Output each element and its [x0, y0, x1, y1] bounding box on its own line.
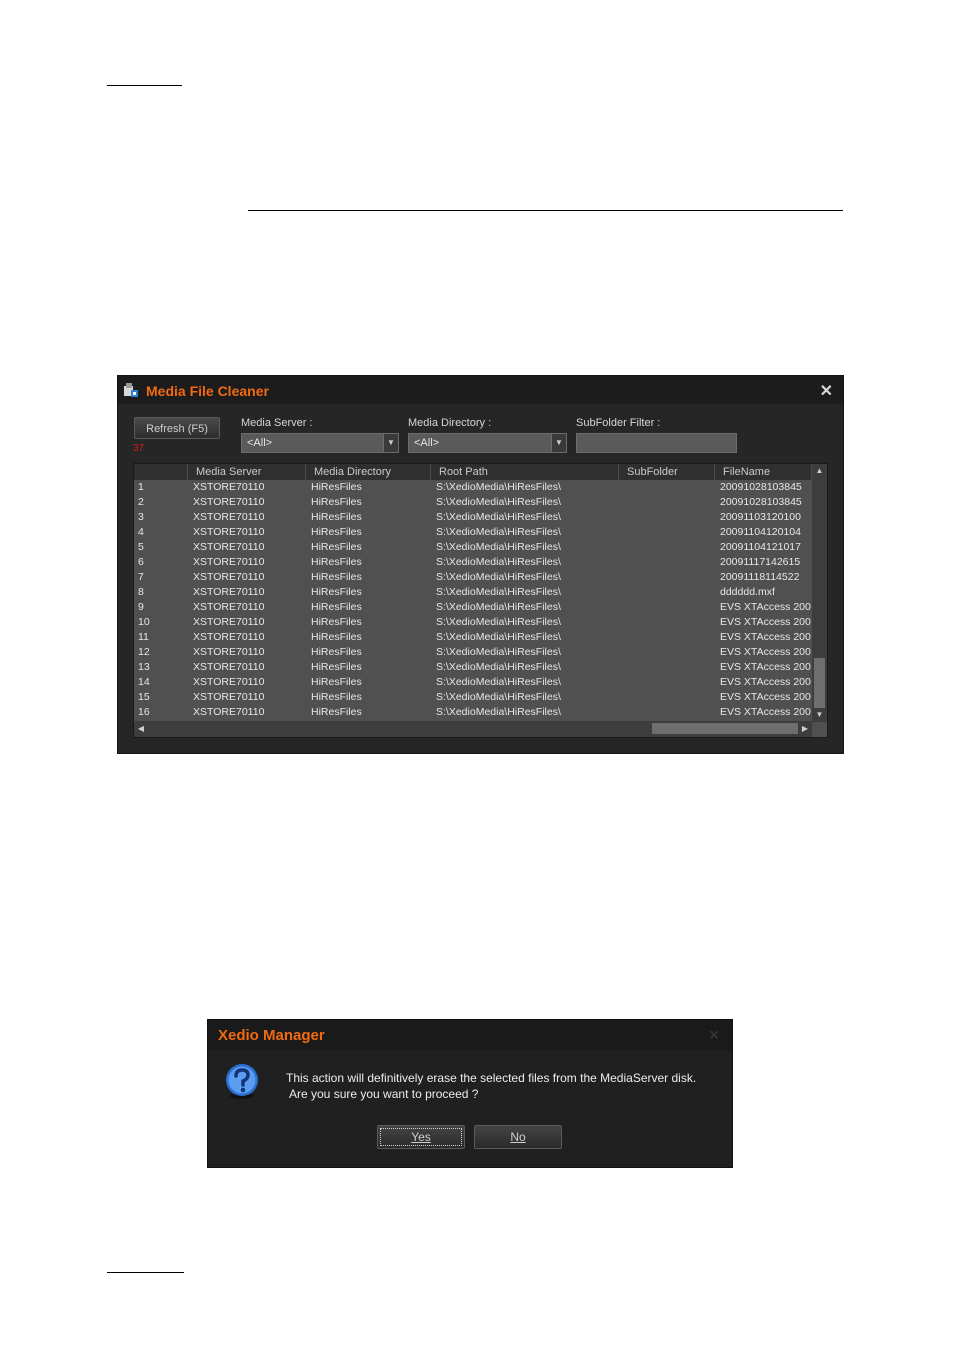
table-cell: S:\XedioMedia\HiResFiles\	[436, 511, 561, 523]
table-cell: 14	[138, 676, 150, 688]
table-cell: 20091104121017	[720, 541, 801, 553]
table-cell: S:\XedioMedia\HiResFiles\	[436, 631, 561, 643]
footer-rule	[107, 1272, 184, 1273]
confirm-dialog	[207, 1019, 733, 1168]
vertical-scrollbar[interactable]	[812, 464, 827, 722]
media-directory-value: <All>	[414, 437, 440, 449]
table-cell: 20091117142615	[720, 556, 801, 568]
refresh-button[interactable]: Refresh (F5)	[134, 417, 220, 439]
dialog-message-line-1: This action will definitively erase the selected files from the MediaServer disk.	[286, 1071, 697, 1085]
table-cell: XSTORE70110	[193, 646, 265, 658]
dialog-title-bar	[208, 1020, 732, 1050]
table-cell: S:\XedioMedia\HiResFiles\	[436, 601, 561, 613]
media-directory-label: Media Directory :	[408, 417, 492, 429]
table-cell: S:\XedioMedia\HiResFiles\	[436, 556, 561, 568]
dropdown-arrow-icon[interactable]: ▼	[551, 434, 566, 452]
table-cell: S:\XedioMedia\HiResFiles\	[436, 676, 561, 688]
dialog-message	[286, 1070, 696, 1102]
table-cell: 7	[138, 571, 144, 583]
table-cell: 8	[138, 586, 144, 598]
table-cell: XSTORE70110	[193, 541, 265, 553]
question-icon	[222, 1062, 262, 1102]
app-icon	[123, 382, 139, 398]
table-cell: HiResFiles	[311, 526, 362, 538]
dialog-title: Xedio Manager	[218, 1027, 325, 1044]
table-cell: S:\XedioMedia\HiResFiles\	[436, 541, 561, 553]
table-cell: S:\XedioMedia\HiResFiles\	[436, 526, 561, 538]
table-cell: HiResFiles	[311, 556, 362, 568]
table-row[interactable]	[134, 555, 812, 570]
table-cell: 20091118114522	[720, 571, 800, 583]
header-rule	[107, 85, 182, 86]
table-body	[134, 480, 812, 722]
table-cell: S:\XedioMedia\HiResFiles\	[436, 691, 561, 703]
table-row[interactable]	[134, 690, 812, 705]
table-cell: 15	[138, 691, 150, 703]
media-directory-select[interactable]	[408, 433, 567, 453]
table-cell: 9	[138, 601, 144, 613]
table-cell: HiResFiles	[311, 631, 362, 643]
section-rule	[248, 210, 843, 211]
table-cell: 10	[138, 616, 150, 628]
table-cell: XSTORE70110	[193, 496, 265, 508]
table-cell: 4	[138, 526, 144, 538]
table-cell: XSTORE70110	[193, 586, 265, 598]
column-header-subfolder[interactable]: SubFolder	[619, 464, 715, 480]
column-header-media-server[interactable]: Media Server	[188, 464, 306, 480]
table-row[interactable]	[134, 510, 812, 525]
table-row[interactable]	[134, 630, 812, 645]
table-row[interactable]	[134, 585, 812, 600]
column-header-root-path[interactable]: Root Path	[431, 464, 619, 480]
table-cell: EVS XTAccess 200	[720, 646, 811, 658]
media-file-cleaner-window	[117, 375, 844, 754]
table-cell: EVS XTAccess 200	[720, 616, 811, 628]
table-row[interactable]	[134, 570, 812, 585]
table-cell: 2	[138, 496, 144, 508]
table-cell: HiResFiles	[311, 601, 362, 613]
close-icon[interactable]: ✕	[819, 383, 833, 400]
media-server-label: Media Server :	[241, 417, 313, 429]
table-cell: 12	[138, 646, 150, 658]
horizontal-scrollbar[interactable]	[134, 721, 812, 737]
table-cell: XSTORE70110	[193, 526, 265, 538]
table-cell: 20091028103845	[720, 496, 802, 508]
table-cell: 6	[138, 556, 144, 568]
table-cell: HiResFiles	[311, 481, 362, 493]
table-cell: HiResFiles	[311, 691, 362, 703]
table-cell: EVS XTAccess 200	[720, 631, 811, 643]
table-cell: HiResFiles	[311, 571, 362, 583]
table-cell: EVS XTAccess 200	[720, 661, 811, 673]
subfolder-filter-label: SubFolder Filter :	[576, 417, 661, 429]
table-row[interactable]	[134, 615, 812, 630]
table-row[interactable]	[134, 480, 812, 495]
table-cell: 20091104120104	[720, 526, 801, 538]
table-cell: 20091028103845	[720, 481, 802, 493]
table-cell: XSTORE70110	[193, 631, 265, 643]
table-cell: HiResFiles	[311, 511, 362, 523]
no-button[interactable]: No	[474, 1125, 562, 1149]
column-header-media-directory[interactable]: Media Directory	[306, 464, 431, 480]
column-header-filename[interactable]: FileName	[715, 464, 812, 480]
table-cell: S:\XedioMedia\HiResFiles\	[436, 586, 561, 598]
table-cell: EVS XTAccess 200	[720, 691, 811, 703]
table-row[interactable]	[134, 705, 812, 720]
files-table	[133, 463, 828, 738]
table-cell: HiResFiles	[311, 646, 362, 658]
table-cell: HiResFiles	[311, 586, 362, 598]
table-row[interactable]	[134, 660, 812, 675]
table-cell: S:\XedioMedia\HiResFiles\	[436, 481, 561, 493]
table-cell: S:\XedioMedia\HiResFiles\	[436, 496, 561, 508]
table-cell: 1	[138, 481, 144, 493]
column-header-index[interactable]	[134, 464, 188, 480]
table-cell: XSTORE70110	[193, 556, 265, 568]
close-icon[interactable]: ✕	[708, 1027, 720, 1043]
table-cell: HiResFiles	[311, 541, 362, 553]
table-cell: dddddd.mxf	[720, 586, 775, 598]
table-cell: S:\XedioMedia\HiResFiles\	[436, 646, 561, 658]
table-cell: XSTORE70110	[193, 511, 265, 523]
dialog-message-line-2: Are you sure you want to proceed ?	[289, 1087, 479, 1101]
table-cell: S:\XedioMedia\HiResFiles\	[436, 706, 561, 718]
table-cell: XSTORE70110	[193, 676, 265, 688]
table-cell: XSTORE70110	[193, 661, 265, 673]
yes-button[interactable]: Yes	[377, 1125, 465, 1149]
table-cell: 16	[138, 706, 150, 718]
table-cell: XSTORE70110	[193, 571, 265, 583]
table-cell: HiResFiles	[311, 496, 362, 508]
table-cell: S:\XedioMedia\HiResFiles\	[436, 571, 561, 583]
table-cell: S:\XedioMedia\HiResFiles\	[436, 616, 561, 628]
table-cell: HiResFiles	[311, 676, 362, 688]
table-row[interactable]	[134, 600, 812, 615]
table-cell: 3	[138, 511, 144, 523]
table-row[interactable]	[134, 540, 812, 555]
table-cell: 20091103120100	[720, 511, 801, 523]
table-cell: HiResFiles	[311, 706, 362, 718]
scroll-right-icon[interactable]: ▶	[801, 724, 809, 733]
window-title: Media File Cleaner	[146, 383, 269, 399]
table-cell: XSTORE70110	[193, 616, 265, 628]
table-row[interactable]	[134, 675, 812, 690]
vertical-scroll-thumb[interactable]	[814, 658, 825, 708]
table-row[interactable]	[134, 645, 812, 660]
scroll-left-icon[interactable]: ◀	[137, 724, 145, 733]
table-cell: XSTORE70110	[193, 481, 265, 493]
horizontal-scroll-thumb[interactable]	[652, 723, 798, 734]
title-bar	[118, 376, 843, 404]
table-cell: XSTORE70110	[193, 601, 265, 613]
media-server-value: <All>	[247, 437, 273, 449]
table-row[interactable]	[134, 495, 812, 510]
table-cell: S:\XedioMedia\HiResFiles\	[436, 661, 561, 673]
table-cell: HiResFiles	[311, 616, 362, 628]
table-cell: EVS XTAccess 200	[720, 601, 811, 613]
dropdown-arrow-icon[interactable]: ▼	[383, 434, 398, 452]
table-cell: 11	[138, 631, 149, 643]
table-cell: EVS XTAccess 200	[720, 676, 811, 688]
table-cell: EVS XTAccess 200	[720, 706, 811, 718]
table-cell: 13	[138, 661, 150, 673]
file-count: 37	[133, 443, 145, 454]
table-cell: 5	[138, 541, 144, 553]
table-cell: XSTORE70110	[193, 706, 265, 718]
subfolder-filter-input[interactable]	[576, 433, 737, 453]
table-cell: HiResFiles	[311, 661, 362, 673]
scroll-up-icon[interactable]: ▲	[812, 464, 827, 478]
table-row[interactable]	[134, 525, 812, 540]
scroll-down-icon[interactable]: ▼	[812, 708, 827, 722]
media-server-select[interactable]	[241, 433, 399, 453]
table-cell: XSTORE70110	[193, 691, 265, 703]
